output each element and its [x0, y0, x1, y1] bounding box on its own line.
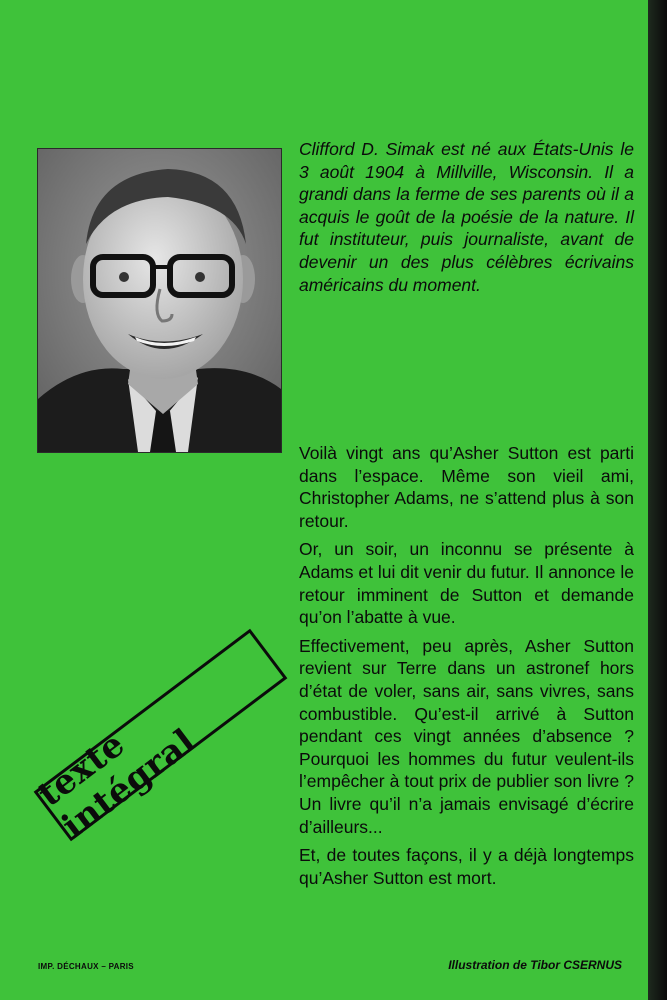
illustration-credit: Illustration de Tibor CSERNUS [448, 958, 622, 972]
book-summary [299, 442, 634, 889]
summary-paragraph: Voilà vingt ans qu’Asher Sutton est parti dans l’espace. Même son vieil ami, Christopher Adams, ne s’attend plus à son retour. [299, 443, 634, 531]
biography-text: Clifford D. Simak est né aux États-Unis le 3 août 1904 à Millville, Wisconsin. Il a grandi dans la ferme de ses parents où il a acquis le goût de la poésie de la nature. Il fut instituteur, puis journaliste, avant de devenir un des plus célèbres écrivains américains du moment. [299, 139, 634, 295]
author-photo [37, 148, 282, 453]
summary-paragraph: Effectivement, peu après, Asher Sutton revient sur Terre dans un astronef hors d’état de voler, sans air, sans vivres, sans combustible. Qu’est-il arrivé à Sutton pendant ces vingt années d’absence ? Pourquoi les hommes du futur veulent-ils l’empêcher à tout prix de publier son livre ? Un livre qu’il n’a jamais envisagé d’écrire d’ailleurs... [299, 635, 634, 837]
summary-paragraph: Et, de toutes façons, il y a déjà longtemps qu’Asher Sutton est mort. [299, 845, 634, 888]
cover-edge-shadow [648, 0, 667, 1000]
summary-paragraph: Or, un soir, un inconnu se présente à Adams et lui dit venir du futur. Il annonce le retour imminent de Sutton et demande qu’on l’abatte à vue. [299, 539, 634, 628]
texte-integral-stamp [30, 629, 288, 847]
author-portrait-image [38, 149, 281, 452]
stamp-label: texte intégral [30, 721, 204, 847]
author-biography [299, 138, 634, 296]
printer-credit: IMP. DÉCHAUX – PARIS [38, 962, 134, 971]
